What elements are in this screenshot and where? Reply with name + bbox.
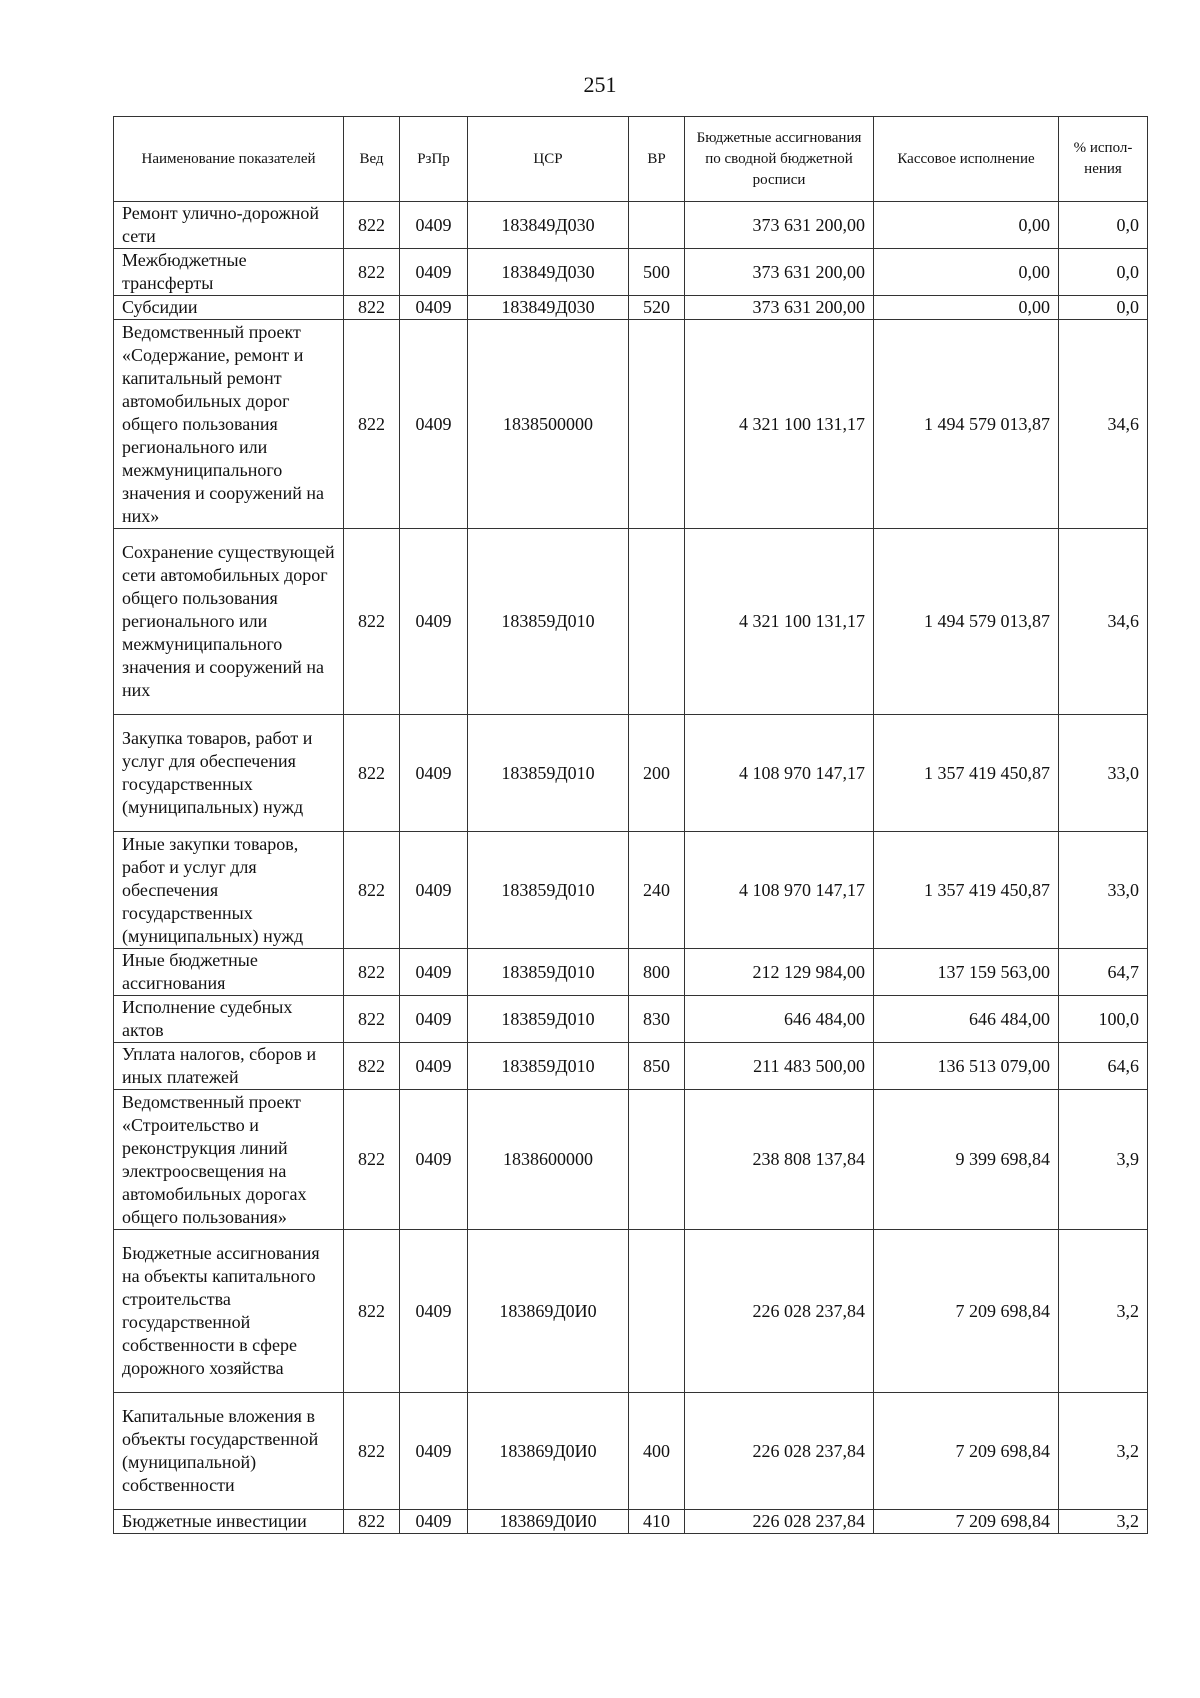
row-assignments: 373 631 200,00	[685, 249, 874, 296]
page-number: 251	[583, 72, 617, 97]
row-csr: 183869Д0И0	[468, 1393, 629, 1510]
row-ved: 822	[344, 202, 400, 249]
table-header-row	[114, 117, 1148, 202]
row-csr: 183859Д010	[468, 715, 629, 832]
row-csr: 183859Д010	[468, 1043, 629, 1090]
row-vr: 240	[629, 832, 685, 949]
row-vr: 800	[629, 949, 685, 996]
row-csr: 183859Д010	[468, 996, 629, 1043]
row-percent: 64,7	[1059, 949, 1148, 996]
row-percent: 3,2	[1059, 1393, 1148, 1510]
row-name: Сохранение существующей сети автомобильных дорог общего пользования регионального или межмуниципального значения и сооружений на них	[114, 529, 344, 715]
row-assignments: 211 483 500,00	[685, 1043, 874, 1090]
table-row	[114, 1043, 1148, 1090]
row-vr: 850	[629, 1043, 685, 1090]
row-csr: 183869Д0И0	[468, 1510, 629, 1534]
row-name: Иные бюджетные ассигнования	[114, 949, 344, 996]
row-rzpr: 0409	[400, 1393, 468, 1510]
row-name: Ведомственный проект «Строительство и реконструкция линий электроосвещения на автомобильных дорогах общего пользования»	[114, 1090, 344, 1230]
row-vr	[629, 1230, 685, 1393]
row-percent: 34,6	[1059, 529, 1148, 715]
row-cash-execution: 1 494 579 013,87	[874, 529, 1059, 715]
row-ved: 822	[344, 1510, 400, 1534]
row-assignments: 226 028 237,84	[685, 1393, 874, 1510]
row-cash-execution: 7 209 698,84	[874, 1230, 1059, 1393]
row-csr: 1838500000	[468, 320, 629, 529]
budget-table	[113, 116, 1148, 1534]
row-rzpr: 0409	[400, 715, 468, 832]
row-csr: 183849Д030	[468, 249, 629, 296]
row-name: Бюджетные ассигнования на объекты капитального строительства государственной собственности в сфере дорожного хозяйства	[114, 1230, 344, 1393]
row-percent: 34,6	[1059, 320, 1148, 529]
table-row	[114, 1230, 1148, 1393]
table-row	[114, 996, 1148, 1043]
row-percent: 33,0	[1059, 715, 1148, 832]
row-vr	[629, 320, 685, 529]
row-rzpr: 0409	[400, 202, 468, 249]
row-name: Субсидии	[114, 296, 344, 320]
table-row	[114, 1393, 1148, 1510]
row-rzpr: 0409	[400, 1230, 468, 1393]
row-percent: 3,2	[1059, 1230, 1148, 1393]
row-rzpr: 0409	[400, 296, 468, 320]
row-assignments: 373 631 200,00	[685, 202, 874, 249]
header-assignments: Бюджетные ассигнования по сводной бюджетной росписи	[685, 117, 874, 202]
row-csr: 183859Д010	[468, 529, 629, 715]
row-cash-execution: 7 209 698,84	[874, 1510, 1059, 1534]
row-percent: 33,0	[1059, 832, 1148, 949]
row-name: Ремонт улично-дорожной сети	[114, 202, 344, 249]
row-name: Ведомственный проект «Содержание, ремонт и капитальный ремонт автомобильных дорог общего пользования регионального или межмуниципального значения и сооружений на них»	[114, 320, 344, 529]
row-vr: 410	[629, 1510, 685, 1534]
row-csr: 183849Д030	[468, 296, 629, 320]
row-name: Капитальные вложения в объекты государственной (муниципальной) собственности	[114, 1393, 344, 1510]
row-cash-execution: 1 357 419 450,87	[874, 715, 1059, 832]
header-cash-execution: Кассовое исполнение	[874, 117, 1059, 202]
table-row	[114, 1090, 1148, 1230]
table-row	[114, 202, 1148, 249]
table-row	[114, 320, 1148, 529]
row-assignments: 212 129 984,00	[685, 949, 874, 996]
row-percent: 0,0	[1059, 202, 1148, 249]
row-assignments: 4 108 970 147,17	[685, 715, 874, 832]
table-row	[114, 529, 1148, 715]
row-percent: 3,9	[1059, 1090, 1148, 1230]
row-vr	[629, 1090, 685, 1230]
row-assignments: 4 321 100 131,17	[685, 529, 874, 715]
row-name: Бюджетные инвестиции	[114, 1510, 344, 1534]
row-name: Уплата налогов, сборов и иных платежей	[114, 1043, 344, 1090]
table-row	[114, 249, 1148, 296]
row-ved: 822	[344, 1230, 400, 1393]
row-rzpr: 0409	[400, 949, 468, 996]
row-cash-execution: 646 484,00	[874, 996, 1059, 1043]
table-row	[114, 715, 1148, 832]
row-vr: 830	[629, 996, 685, 1043]
table-row	[114, 832, 1148, 949]
row-cash-execution: 1 357 419 450,87	[874, 832, 1059, 949]
header-ved: Вед	[344, 117, 400, 202]
row-csr: 183849Д030	[468, 202, 629, 249]
row-csr: 183869Д0И0	[468, 1230, 629, 1393]
row-ved: 822	[344, 249, 400, 296]
row-ved: 822	[344, 529, 400, 715]
row-assignments: 4 321 100 131,17	[685, 320, 874, 529]
row-assignments: 226 028 237,84	[685, 1510, 874, 1534]
row-percent: 64,6	[1059, 1043, 1148, 1090]
row-ved: 822	[344, 832, 400, 949]
row-percent: 100,0	[1059, 996, 1148, 1043]
row-assignments: 646 484,00	[685, 996, 874, 1043]
row-vr: 500	[629, 249, 685, 296]
row-assignments: 226 028 237,84	[685, 1230, 874, 1393]
row-rzpr: 0409	[400, 320, 468, 529]
row-ved: 822	[344, 1090, 400, 1230]
row-percent: 0,0	[1059, 249, 1148, 296]
row-vr: 400	[629, 1393, 685, 1510]
row-ved: 822	[344, 1393, 400, 1510]
row-assignments: 373 631 200,00	[685, 296, 874, 320]
row-name: Закупка товаров, работ и услуг для обеспечения государственных (муниципальных) нужд	[114, 715, 344, 832]
row-vr: 200	[629, 715, 685, 832]
row-name: Иные закупки товаров, работ и услуг для обеспечения государственных (муниципальных) нужд	[114, 832, 344, 949]
row-ved: 822	[344, 1043, 400, 1090]
row-cash-execution: 0,00	[874, 202, 1059, 249]
row-cash-execution: 7 209 698,84	[874, 1393, 1059, 1510]
row-rzpr: 0409	[400, 1090, 468, 1230]
row-cash-execution: 9 399 698,84	[874, 1090, 1059, 1230]
row-rzpr: 0409	[400, 832, 468, 949]
row-vr	[629, 202, 685, 249]
row-cash-execution: 137 159 563,00	[874, 949, 1059, 996]
table-row	[114, 949, 1148, 996]
row-name: Исполнение судебных актов	[114, 996, 344, 1043]
row-ved: 822	[344, 715, 400, 832]
header-vr: ВР	[629, 117, 685, 202]
header-csr: ЦСР	[468, 117, 629, 202]
row-ved: 822	[344, 996, 400, 1043]
row-rzpr: 0409	[400, 249, 468, 296]
row-rzpr: 0409	[400, 1510, 468, 1534]
row-assignments: 4 108 970 147,17	[685, 832, 874, 949]
row-ved: 822	[344, 320, 400, 529]
row-name: Межбюджетные трансферты	[114, 249, 344, 296]
row-percent: 3,2	[1059, 1510, 1148, 1534]
header-name: Наименование показателей	[114, 117, 344, 202]
row-csr: 1838600000	[468, 1090, 629, 1230]
row-assignments: 238 808 137,84	[685, 1090, 874, 1230]
row-cash-execution: 0,00	[874, 296, 1059, 320]
row-percent: 0,0	[1059, 296, 1148, 320]
row-rzpr: 0409	[400, 1043, 468, 1090]
row-ved: 822	[344, 949, 400, 996]
row-vr	[629, 529, 685, 715]
row-csr: 183859Д010	[468, 949, 629, 996]
row-cash-execution: 136 513 079,00	[874, 1043, 1059, 1090]
table-row	[114, 1510, 1148, 1534]
row-cash-execution: 1 494 579 013,87	[874, 320, 1059, 529]
row-cash-execution: 0,00	[874, 249, 1059, 296]
row-vr: 520	[629, 296, 685, 320]
row-rzpr: 0409	[400, 529, 468, 715]
row-ved: 822	[344, 296, 400, 320]
row-csr: 183859Д010	[468, 832, 629, 949]
row-rzpr: 0409	[400, 996, 468, 1043]
table-row	[114, 296, 1148, 320]
header-percent: % испол-нения	[1059, 117, 1148, 202]
header-rzpr: РзПр	[400, 117, 468, 202]
